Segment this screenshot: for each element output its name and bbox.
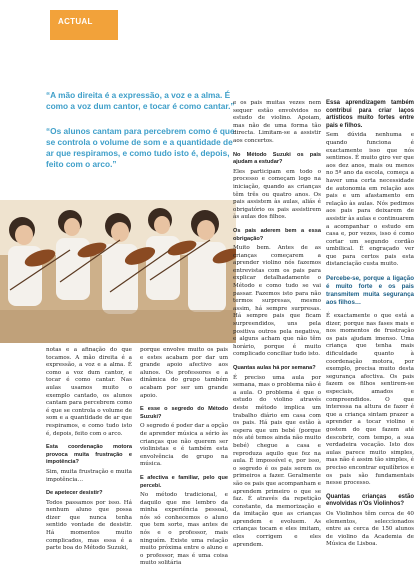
orchestra-photo <box>0 200 236 343</box>
col1-question-2: De apetecer desistir? <box>46 490 103 497</box>
col3-paragraph-3: Muito bem. Antes de as crianças começarem a aprender violino nós fazemos entrevistas com os pais para explicar detalhadamente o Método e como tudo se vai passar. Fazemos isto para não termos surpresas, mesmo assim, há sempre surpresas. Há sempre pais que ficam surpreendidos, uns pela positiva outros pela negativa, e alguns acham que não têm horário, porque é muito complicado conciliar tudo isto. <box>233 245 321 358</box>
col2-paragraph-2: O segredo é poder dar a opção de aprender música a sério às crianças que não querem ser violinistas e é também esta envolvência de grupo na música. <box>140 423 228 468</box>
section-tag: ACTUAL <box>50 10 118 40</box>
col3-question-1: No Método Suzuki os pais ajudam a estudar? <box>233 151 321 166</box>
col3-question-2: Os pais aderem bem a essa obrigação? <box>233 227 321 242</box>
col4-question-1: Essa aprendizagem também contribui para criar laços artísticos muito fortes entre pais e filhos. <box>326 100 414 129</box>
col2-paragraph-1: porque envolve muito os pais e estes acabam por dar um grande apoio afectivo aos alunos. Os professores e a dinâmica do grupo também acabam por ser um grande apoio. <box>140 347 228 399</box>
column-1 <box>46 347 132 559</box>
col4-highlight-question: Percebe-se, porque a ligação é muito forte e os pais transmitem muita segurança aos filhos… <box>326 275 414 307</box>
col1-paragraph-1: notas e a afinação do que tocamos. A mão direita é a expressão, a voz e a alma. É como a voz dum cantor, e tocar é como cantar. Nas aulas usamos muito o exemplo cantado, os alunos cantam para percebrem como é que se controla o volume de som e a quantidade de ar que respiramos, e como tudo isto é, depois, feito com o arco. <box>46 347 132 437</box>
column-4 <box>326 100 414 555</box>
col3-question-3: Quantas aulas há por semana? <box>233 365 316 371</box>
col1-paragraph-3: Todos passamos por isso. Há nenhum aluno que possa dizer que nunca tenha sentido vontade de desistir. Há momentos muito complicados, mas essa é a parte boa do Método Suzuki, <box>46 499 132 552</box>
col1-paragraph-2: Sim, muita frustração e muita impotência… <box>46 468 132 483</box>
pull-quotes <box>46 90 236 184</box>
col2-paragraph-3: No método tradicional, e daquilo que me lembro da minha experiência pessoal, nós só conhecemos o aluno que tem sorte, mas antes de nós e o professor, mais ninguém. Existe uma relação muito próxima entre o aluno e o professor, mas é uma coisa muito solitária <box>140 492 228 567</box>
pull-quote-1: “A mão direita é a expressão, a voz e a alma. É como a voz dum cantor, e tocar é como cantar.” <box>46 90 235 111</box>
pull-quote-2: “Os alunos cantam para percebrem como é que se controla o volume de som e a quantidade de ar que respiramos, e como tudo isto é, depois, feito com o arco.” <box>46 126 235 169</box>
children-violinists-image <box>0 200 236 343</box>
col3-paragraph-1: e os pais muitas vezes nem sequer estão envolvidos no estudo de violino. Apoiam, mas não de uma forma tão directa. Limitam-se a assistir aos concertos. <box>233 100 321 144</box>
col2-question-2: E afectiva e familiar, pelo que percebi. <box>140 474 228 489</box>
col2-question-1: E esse o segredo do Método Suzuki? <box>140 406 228 420</box>
col4-paragraph-2: É exactamente o que está a dizer, porque nas fases mais e nos momentos de frustração os pais ajudam imenso. Uma criança que tenha mais dificuldade quanto à coordenação motora, por exemplo, precisa muito desta segurança afectiva. Os pais fazem os filhos sentirem-se especiais, amados e compreendidos. O que interessa na altura de fazer é que a criança sintam prazer a aprender a tocar violino e gostem do que fazem até descobrir, com tempo, a sua verdadeira vocação. Isto dos aulas parece muito simples, mas não é assim tão simples, é preciso encontrar equilíbrios e os pais são fundamentais nesse processo. <box>326 313 414 487</box>
col4-question-3: Quantas crianças estão envolvidas n'Os Violinhos? <box>326 493 414 508</box>
column-3 <box>233 100 321 555</box>
col3-paragraph-4: É preciso uma aula por semana, mas o problema não é a aula. O problema é que o estudo do violino através deste método implica um trabalho diário em casa com os pais. Há pais que estão à espera que um bebé (porque nós até temos ainda não muito bebé) chegue a casa e reproduza aquilo que fez na aula. É impossível e, por isso, o segredo é os pais serem os primeiros a fazer. Geralmente são os pais que acompanham e aprendem primeiro o que se faz. É através da repetição constante, da memorização e da imitação que as crianças aprendem e evoluem. As crianças tocam e eles imitam, eles corrigem e eles aprendem. <box>233 374 321 548</box>
col3-paragraph-2: Eles participam em todo o processo e começam logo na iniciação, quando as crianças têm três ou quatro anos. Os pais assistem às aulas, aliás é obrigatório os pais assistirem às aulas dos filhos. <box>233 168 321 221</box>
col1-question-1: Esta coordenação motora provoca muita frustração e impotência? <box>46 444 132 466</box>
column-2 <box>140 347 228 574</box>
col4-paragraph-3: Os Violinhos têm cerca de 40 elementos, seleccionados entre as cerca de 150 alunos de violino da Academia de Música de Lisboa. <box>326 510 414 548</box>
col4-paragraph-1: Sem dúvida nenhuma e quando funciona é exactamente isso que nós sentimos. É muito giro ver que aos dez anos, mais ou menos no 5º ano da escola, começa a haver uma certa necessidade de autonomia em relação aos pais e um afastamento em relação às aulas. Nós pedimos aos pais para deixarem de assistir às aulas e continuarem a acompanhar o estudo em casa e, por vezes, isso é como cortar um segundo cordão umbilical. É engraçado ver que para certos pais esta distanciação custa muito. <box>326 132 414 268</box>
